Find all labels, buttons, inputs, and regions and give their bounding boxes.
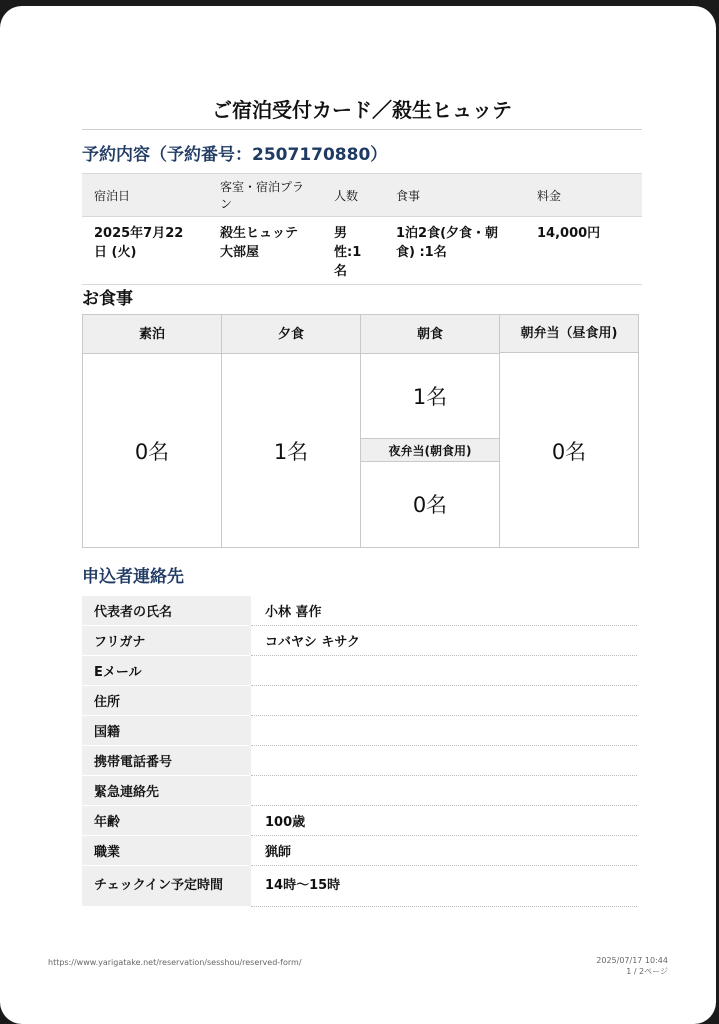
contact-value: 14時〜15時	[251, 866, 637, 907]
meals-header-morning-bento: 朝弁当（昼食用)	[500, 315, 638, 353]
footer-meta	[596, 955, 668, 977]
contact-row-nationality	[82, 716, 637, 746]
contact-label: フリガナ	[82, 626, 251, 656]
contact-value: 100歳	[251, 806, 637, 836]
meals-table	[82, 314, 639, 548]
reservation-header-row	[82, 174, 642, 217]
contact-label: 年齢	[82, 806, 251, 836]
meals-night-bento-count: 0名	[361, 461, 500, 547]
contact-label: 国籍	[82, 716, 251, 746]
contact-label: チェックイン予定時間	[82, 866, 251, 907]
header-guests: 人数	[322, 174, 384, 217]
meals-sudomari-count: 0名	[83, 354, 222, 547]
contact-value: 小林 喜作	[251, 596, 637, 626]
meals-header-sudomari: 素泊	[83, 315, 222, 354]
contact-value	[251, 746, 637, 776]
header-room-plan: 客室・宿泊プラン	[208, 174, 322, 217]
contact-row-name	[82, 596, 637, 626]
contact-row-emergency	[82, 776, 637, 806]
meals-header-breakfast: 朝食	[361, 315, 500, 354]
contact-row-mobile	[82, 746, 637, 776]
contact-value	[251, 776, 637, 806]
contact-value	[251, 716, 637, 746]
guest-count: 男性:1名	[322, 217, 384, 285]
room-plan: 殺生ヒュッテ 大部屋	[208, 217, 322, 285]
contact-label: 携帯電話番号	[82, 746, 251, 776]
contact-label: 代表者の氏名	[82, 596, 251, 626]
contact-table	[82, 596, 637, 907]
meal-plan: 1泊2食(夕食・朝食) :1名	[384, 217, 525, 285]
contact-value	[251, 686, 637, 716]
contact-value: 猟師	[251, 836, 637, 866]
document-page	[0, 6, 716, 1024]
meals-dinner-count: 1名	[222, 354, 361, 547]
contact-label: Eメール	[82, 656, 251, 686]
footer-page-number: 1 / 2ページ	[626, 967, 668, 976]
contact-row-address	[82, 686, 637, 716]
meals-night-bento-label: 夜弁当(朝食用)	[361, 438, 500, 462]
header-date: 宿泊日	[82, 174, 208, 217]
contact-row-checkin	[82, 866, 637, 907]
reservation-row	[82, 217, 642, 285]
reservation-heading: 予約内容（予約番号：2507170880）	[82, 145, 388, 165]
meals-heading: お食事	[82, 289, 133, 309]
contact-row-age	[82, 806, 637, 836]
header-price: 料金	[525, 174, 642, 217]
price: 14,000円	[525, 217, 642, 285]
contact-row-occupation	[82, 836, 637, 866]
contact-heading: 申込者連絡先	[82, 567, 184, 587]
contact-value: コバヤシ キサク	[251, 626, 637, 656]
contact-label: 住所	[82, 686, 251, 716]
meals-breakfast-count: 1名	[361, 354, 500, 438]
footer-url: https://www.yarigatake.net/reservation/sesshou/reserved-form/	[48, 958, 302, 967]
footer-datetime: 2025/07/17 10:44	[596, 956, 668, 965]
meals-header-dinner: 夕食	[222, 315, 361, 354]
stay-date: 2025年7月22日 (火)	[82, 217, 208, 285]
reservation-table	[82, 173, 642, 285]
contact-label: 緊急連絡先	[82, 776, 251, 806]
contact-value	[251, 656, 637, 686]
header-meals: 食事	[384, 174, 525, 217]
contact-label: 職業	[82, 836, 251, 866]
meals-morning-bento-count: 0名	[551, 439, 587, 464]
page-title: ご宿泊受付カード／殺生ヒュッテ	[82, 94, 642, 130]
contact-row-email	[82, 656, 637, 686]
contact-row-furigana	[82, 626, 637, 656]
